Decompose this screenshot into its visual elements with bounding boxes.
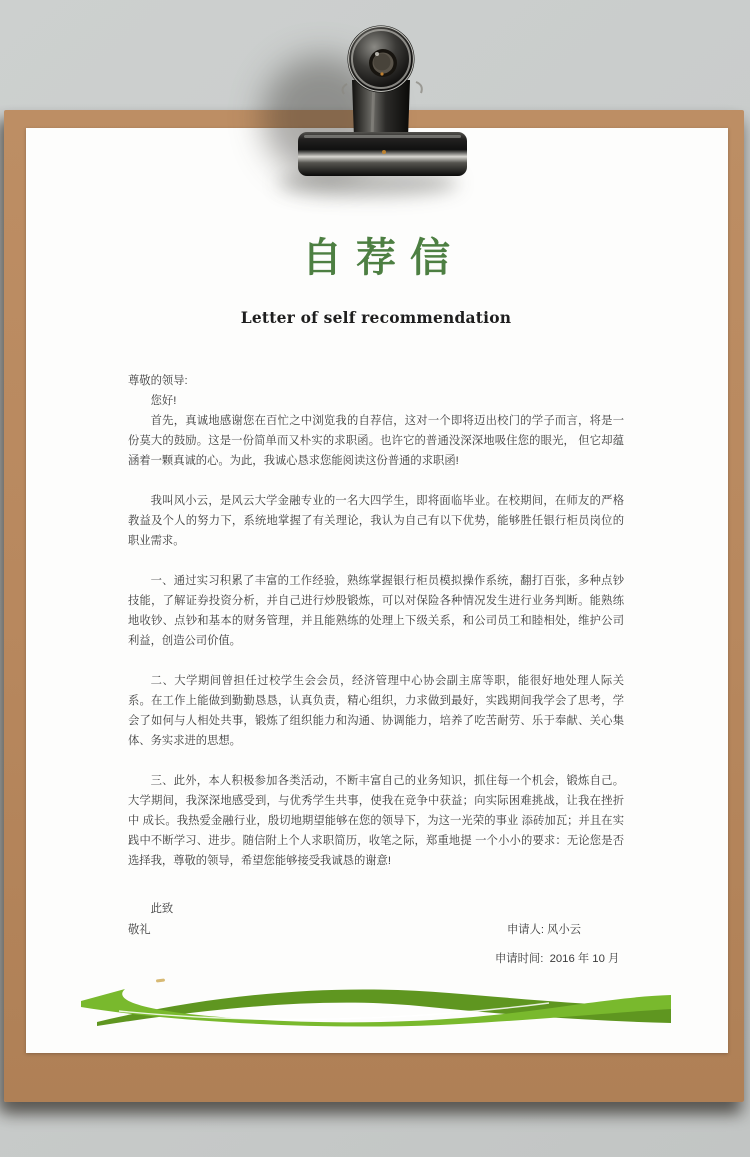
clip-bar-top-highlight [304,135,461,138]
paragraph: 二、大学期间曾担任过校学生会会员，经济管理中心协会副主席等职，能很好地处理人际关系。在工作上能做到勤勤恳恳，认真负责，精心组织，力求做到最好，实践期间我学会了思考，学会了如何与人相处共事，锻炼了组织能力和沟通、协调能力，培养了吃苦耐劳、乐于奉献、关心集体、务实求进的思想。 [128,675,624,747]
application-date: 申请时间: 2016 年 10 月 [495,953,620,965]
paragraph: 首先，真诚地感谢您在百忙之中浏览我的自荐信，这对一个即将迈出校门的学子而言，将是一份莫大的鼓励。这是一份简单而又朴实的求职函。也许它的普通没深深地吸住您的眼光， 但它却蕴涵着一颗真诚的心。为此，我诚心恳求您能阅读这份普通的求职函! [128,415,624,467]
letter-title: 自荐信 [302,234,464,281]
clip-amber-fleck [380,72,383,75]
letter-content [26,128,728,1053]
paragraph: 我叫风小云，是风云大学金融专业的一名大四学生，即将面临毕业。在校期间，在师友的严格 教益及个人的努力下，系统地掌握了有关理论，我认为自己有以下优势，能够胜任银行柜员岗位的职业需求。 [128,495,624,547]
applicant-signature: 申请人: 风小云 [507,924,582,936]
closing-jingli: 敬礼 [128,924,151,936]
letter-body [128,371,624,871]
green-ribbon-graphic [79,981,671,1031]
closing-zhici: 此致 [150,903,174,915]
date-row [128,949,624,969]
clip-amber-fleck-bar [382,150,386,154]
clip-hole-inner [374,54,391,71]
salutation: 尊敬的领导: [128,375,188,387]
letter-paper [26,128,728,1053]
greeting: 您好! [150,395,177,407]
letter-subtitle-en: Letter of self recommendation [240,308,512,327]
binder-clip [295,24,471,180]
clip-glint [375,52,379,56]
signature-row [128,920,624,940]
paragraph: 三、此外，本人积极参加各类活动，不断丰富自己的业务知识，抓住每一个机会，锻炼自己。大学期间，我深深地感受到，与优秀学生共事，使我在竞争中获益；向实际困难挑战，让我在挫折中 成长。我热爱金融行业，殷切地期望能够在您的领导下，为这一光荣的事业 添砖加瓦；并且在实践中不断学习、进步。随信附上个人求职简历，收笔之际，郑重地提 一个小小的要求：无论您是否选择我，尊敬的领导，希望您能够接受我诚恳的谢意! [128,775,624,867]
paragraph: 一、通过实习积累了丰富的工作经验，熟练掌握银行柜员模拟操作系统，翻打百张，多种点钞技能，了解证券投资分析，并自己进行炒股锻炼，可以对保险各种情况发生进行业务判断。能熟练地收钞、点钞和基本的财务管理，并且能熟练的处理上下级关系，和公司员工和睦相处，维护公司利益，创造公司价值。 [128,575,624,647]
clip-bar [298,132,467,176]
